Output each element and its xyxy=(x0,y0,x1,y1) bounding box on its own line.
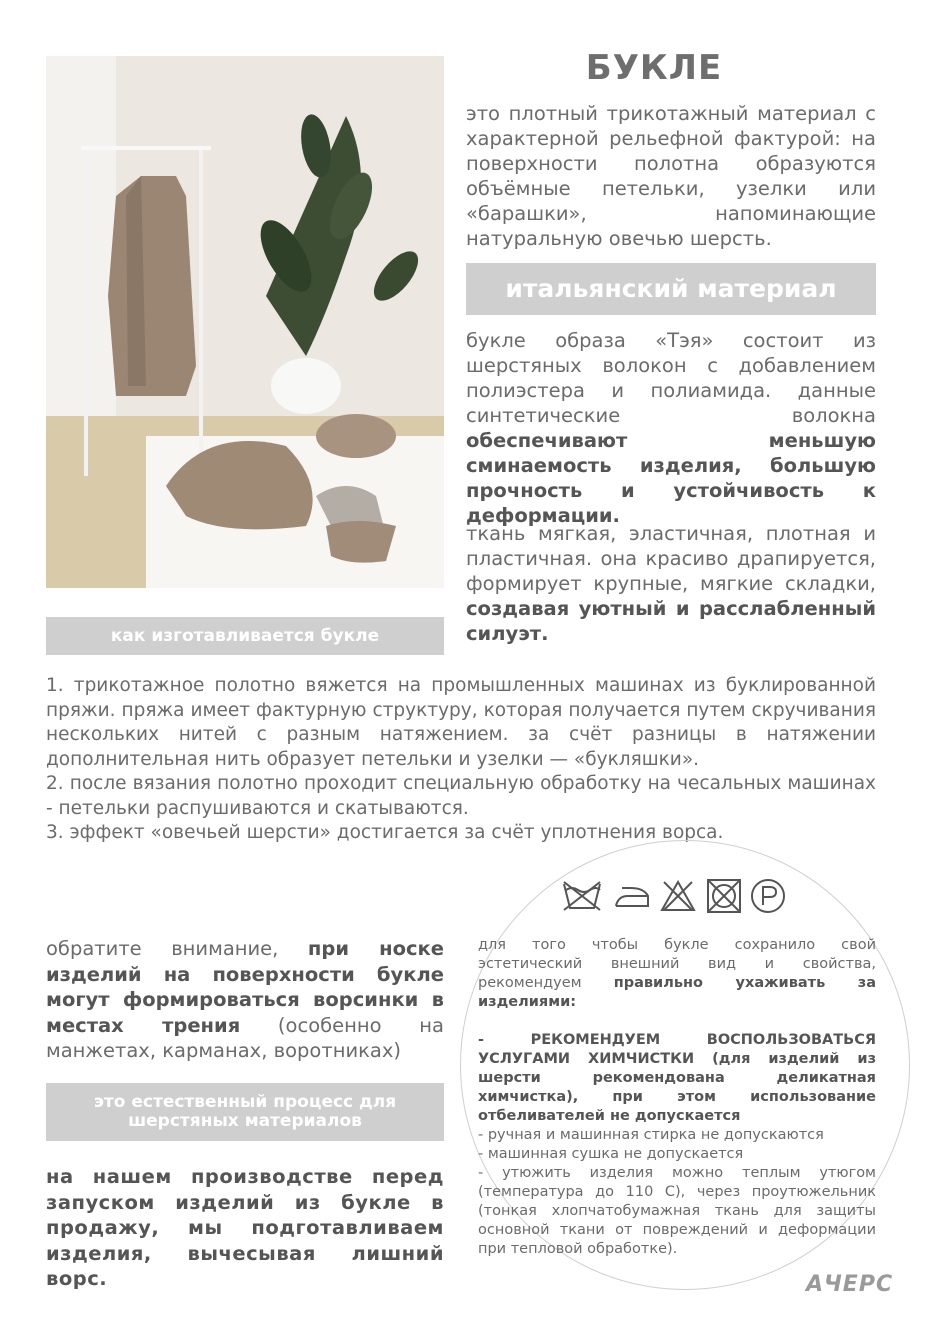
care-item: - машинная сушка не допускается xyxy=(478,1146,744,1162)
composition-bold: обеспечивают меньшую сминаемость изделия, большую прочность и устойчивость к деформации. xyxy=(466,429,876,527)
composition-text xyxy=(466,328,876,528)
care-icons xyxy=(560,876,790,916)
step-item: 1. трикотажное полотно вяжется на промышленных машинах из буклированной пряжи. пряжа имеет фактурную структуру, которая получается путем скручивания нескольких нитей с разным натяжением. за счёт разницы в натяжении дополнительная нить образует петельки и узелки — «букляшки». xyxy=(46,675,876,770)
dry-clean-p-icon xyxy=(752,880,784,912)
step-item: 3. эффект «овечьей шерсти» достигается за счёт уплотнения ворса. xyxy=(46,822,724,843)
composition-normal: букле образа «Тэя» состоит из шерстяных волокон с добавлением полиэстера и полиамида. данные синтетические волокна xyxy=(466,329,876,427)
care-item: - ручная и машинная стирка не допускаются xyxy=(478,1127,824,1143)
steps-list xyxy=(46,674,876,846)
italian-material-banner: итальянский материал xyxy=(466,263,876,315)
intro-text: это плотный трикотажный материал с характерной рельефной фактурой: на поверхности полотна образуются объёмные петельки, узелки или «барашки», напоминающие натуральную овечью шерсть. xyxy=(466,102,876,250)
care-dry-clean: - РЕКОМЕНДУЕМ ВОСПОЛЬЗОВАТЬСЯ УСЛУГАМИ ХИМЧИСТКИ (для изделий из шерсти рекомендована деликатная химчистка), при этом использование отбеливателей не допускается xyxy=(478,1032,876,1124)
how-made-banner: как изготавливается букле xyxy=(46,617,444,655)
product-photo xyxy=(46,56,444,588)
note-normal-1: обратите внимание, xyxy=(46,937,308,960)
care-item: - утюжить изделия можно теплым утюгом (температура до 110 С), через проутюжельник (тонкая хлопчатобумажная ткань для защиты основной ткани от повреждений и деформации при тепловой обработке). xyxy=(478,1165,876,1257)
care-instructions xyxy=(478,936,876,1259)
step-item: 2. после вязания полотно проходит специальную обработку на чесальных машинах - петельки распушиваются и скатываются. xyxy=(46,773,876,819)
production-text: на нашем производстве перед запуском изделий из букле в продажу, мы подготавливаем изделия, вычесывая лишний ворс. xyxy=(46,1165,444,1290)
no-bleach-icon xyxy=(662,882,694,910)
care-intro: для того чтобы букле сохранило свой эстетический внешний вид и свойства, рекомендуем xyxy=(478,937,876,991)
fabric-text xyxy=(466,521,876,646)
fabric-normal: ткань мягкая, эластичная, плотная и пластичная. она красиво драпируется, формирует крупные, мягкие складки, xyxy=(466,522,876,595)
care-intro-bold: правильно ухаживать за изделиями: xyxy=(478,975,877,1010)
page-title: БУКЛЕ xyxy=(585,48,723,88)
no-wash-icon xyxy=(564,882,600,910)
iron-icon xyxy=(616,888,648,906)
natural-process-banner: это естественный процесс для шерстяных материалов xyxy=(46,1083,444,1141)
note-normal-2: (особенно на манжетах, карманах, воротниках) xyxy=(46,1013,444,1062)
brand-logo: АЧЕРС xyxy=(806,1272,894,1297)
no-tumble-dry-icon xyxy=(708,880,740,912)
fabric-bold: создавая уютный и расслабленный силуэт. xyxy=(466,597,876,645)
wear-note xyxy=(46,936,444,1064)
note-bold: при носке изделий на поверхности букле могут формироваться ворсинки в местах трения xyxy=(46,937,444,1037)
